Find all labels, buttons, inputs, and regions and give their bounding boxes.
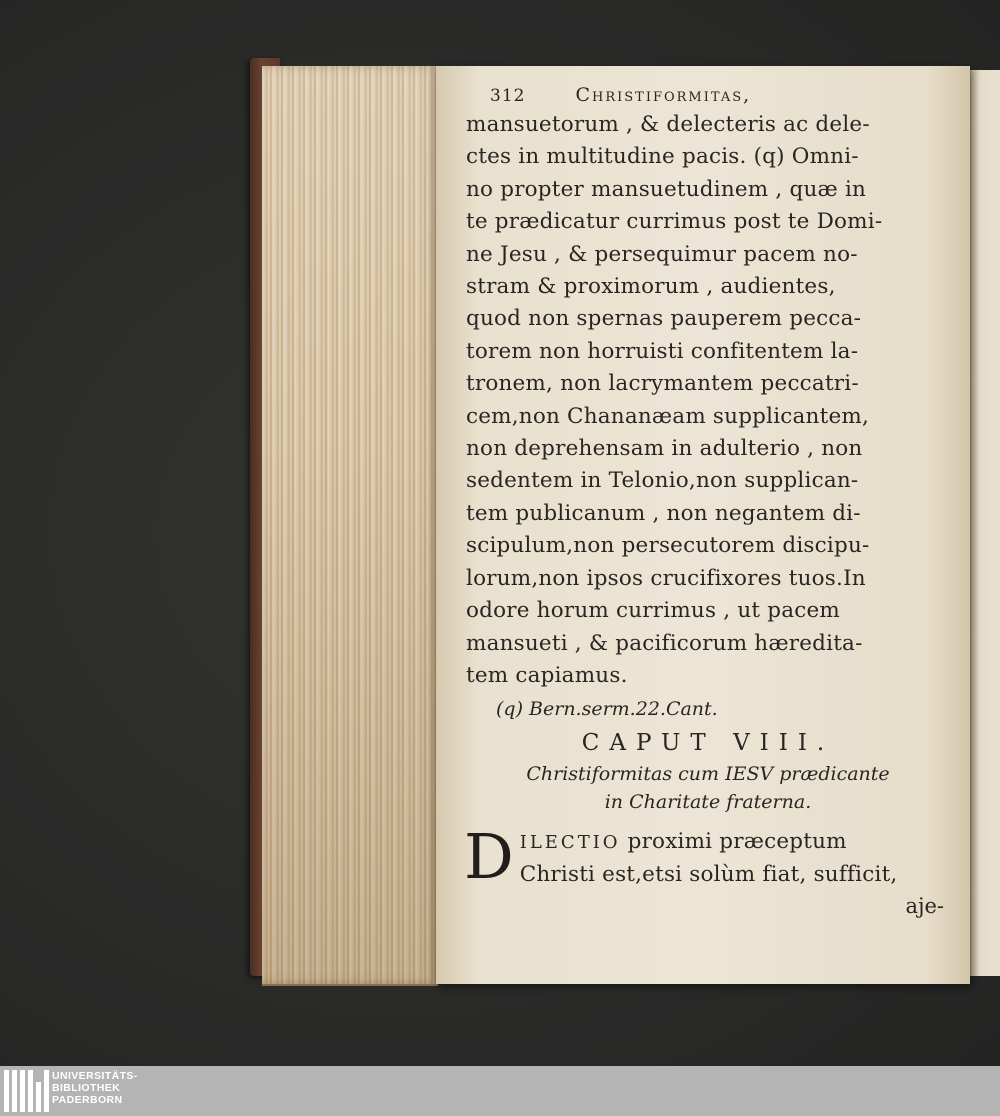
running-head — [466, 82, 950, 109]
text-line: quod non spernas pauperem pecca- — [466, 306, 862, 332]
chapter-opening — [464, 820, 950, 921]
body-text — [466, 109, 950, 692]
chapter-subtitle-line: in Charitate fraterna. — [604, 791, 812, 814]
text-line: lorum,non ipsos crucifixores tuos.In — [466, 565, 866, 591]
library-logo-text — [52, 1070, 138, 1106]
page-text — [466, 82, 950, 921]
text-line: torem non horruisti confitentem la- — [466, 338, 859, 364]
page-edges — [262, 66, 438, 986]
text-line: ctes in multitudine pacis. (q) Omni- — [466, 144, 859, 170]
opening-line: Christi est,etsi solùm fiat, sufficit, — [519, 862, 898, 888]
text-line: te prædicatur currimus post te Domi- — [466, 209, 883, 235]
library-footer — [0, 1066, 1000, 1116]
book-page — [436, 66, 970, 984]
facing-page-edge — [970, 70, 1000, 976]
drop-cap: D — [464, 820, 514, 894]
marginal-note: (q) Bern.serm.22.Cant. — [496, 698, 718, 721]
logo-line: PADERBORN — [52, 1094, 123, 1106]
page-number: 312 — [490, 86, 526, 106]
text-line: scipulum,non persecutorem discipu- — [466, 533, 870, 559]
text-line: cem,non Chananæam supplicantem, — [466, 403, 869, 429]
text-line: odore horum currimus , ut pacem — [466, 598, 840, 624]
chapter-heading: CAPUT VIII. — [581, 730, 835, 757]
logo-line: BIBLIOTHEK — [52, 1082, 121, 1094]
small-caps-word: ILECTIO — [519, 832, 621, 854]
text-line: tem publicanum , non negantem di- — [466, 500, 861, 526]
text-line: stram & proximorum , audientes, — [466, 274, 836, 300]
text-line: mansueti , & pacificorum hæredita- — [466, 630, 863, 656]
text-line: tronem, non lacrymantem peccatri- — [466, 371, 859, 397]
chapter-subtitle-line: Christiformitas cum IESV prædicante — [526, 763, 890, 786]
opening-line-rest: proximi præceptum — [620, 829, 847, 855]
text-line: sedentem in Telonio,non supplican- — [466, 468, 859, 494]
text-line: non deprehensam in adulterio , non — [466, 436, 863, 462]
text-line: no propter mansuetudinem , quæ in — [466, 176, 867, 202]
catchword: aje- — [905, 894, 944, 919]
running-title: Christiformitas, — [575, 84, 752, 106]
text-line: tem capiamus. — [466, 662, 628, 688]
logo-line: UNIVERSITÄTS- — [52, 1070, 138, 1082]
text-line: mansuetorum , & delecteris ac dele- — [466, 112, 870, 137]
opening-line — [466, 826, 950, 859]
text-line: ne Jesu , & persequimur pacem no- — [466, 241, 858, 267]
library-logo-icon — [4, 1070, 49, 1112]
